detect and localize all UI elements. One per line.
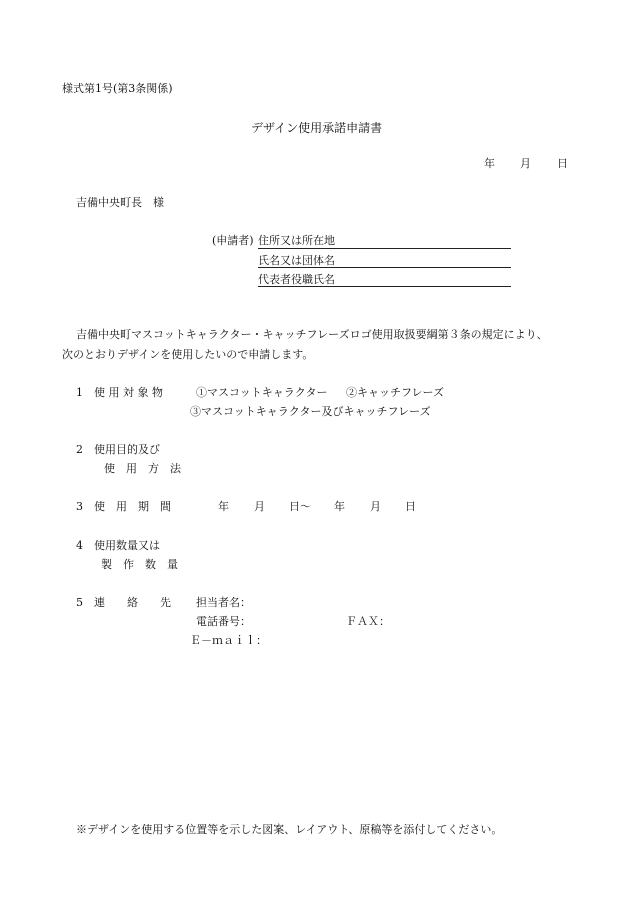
applicant-name-label: 氏名又は団体名 xyxy=(258,254,335,267)
date-month-label: 月 xyxy=(520,157,531,170)
item3-start-day: 日〜 xyxy=(289,500,311,513)
applicant-name-line[interactable] xyxy=(258,267,511,268)
applicant-address-line[interactable] xyxy=(258,248,511,249)
item4-label-line1: 4 使用数量又は xyxy=(76,539,160,552)
applicant-label: (申請者) xyxy=(212,234,254,247)
page-title: デザイン使用承諾申請書 xyxy=(251,121,383,135)
form-number: 様式第1号(第3条関係) xyxy=(62,82,173,95)
item3-end-month: 月 xyxy=(370,500,381,513)
item3-end-day: 日 xyxy=(405,500,416,513)
item1-option1[interactable]: ①マスコットキャラクター xyxy=(196,386,328,399)
item5-fax-label: ＦＡＸ： xyxy=(346,615,390,628)
item1-option2[interactable]: ②キャッチフレーズ xyxy=(346,386,445,399)
item2-label-line2: 使 用 方 法 xyxy=(104,462,181,475)
date-day-label: 日 xyxy=(557,157,568,170)
body-text-line2: 次のとおりデザインを使用したいので申請します。 xyxy=(62,348,314,361)
item1-option3[interactable]: ③マスコットキャラクター及びキャッチフレーズ xyxy=(190,405,431,418)
item5-label: 5 連 絡 先 xyxy=(76,596,171,609)
item3-start-year: 年 xyxy=(218,500,229,513)
addressee: 吉備中央町長 様 xyxy=(76,196,164,209)
item3-start-month: 月 xyxy=(254,500,265,513)
applicant-address-label: 住所又は所在地 xyxy=(258,234,335,247)
item3-label: 3 使 用 期 間 xyxy=(76,500,171,513)
applicant-representative-line[interactable] xyxy=(258,286,511,287)
item3-end-year: 年 xyxy=(334,500,345,513)
applicant-representative-label: 代表者役職氏名 xyxy=(258,273,335,286)
item1-label: 1 使 用 対 象 物 xyxy=(76,386,163,399)
footer-note: ※デザインを使用する位置等を示した図案、レイアウト、原稿等を添付してください。 xyxy=(76,823,503,836)
item4-label-line2: 製 作 数 量 xyxy=(101,558,178,571)
item2-label-line1: 2 使用目的及び xyxy=(76,443,160,456)
item5-phone-label: 電話番号： xyxy=(196,615,251,628)
item5-email-label: Ｅ－ｍａｉｌ： xyxy=(190,634,267,647)
item5-person-label: 担当者名： xyxy=(196,596,251,609)
date-year-label: 年 xyxy=(484,157,495,170)
body-text-line1: 吉備中央町マスコットキャラクター・キャッチフレーズロゴ使用取扱要綱第３条の規定により、 xyxy=(76,328,548,341)
